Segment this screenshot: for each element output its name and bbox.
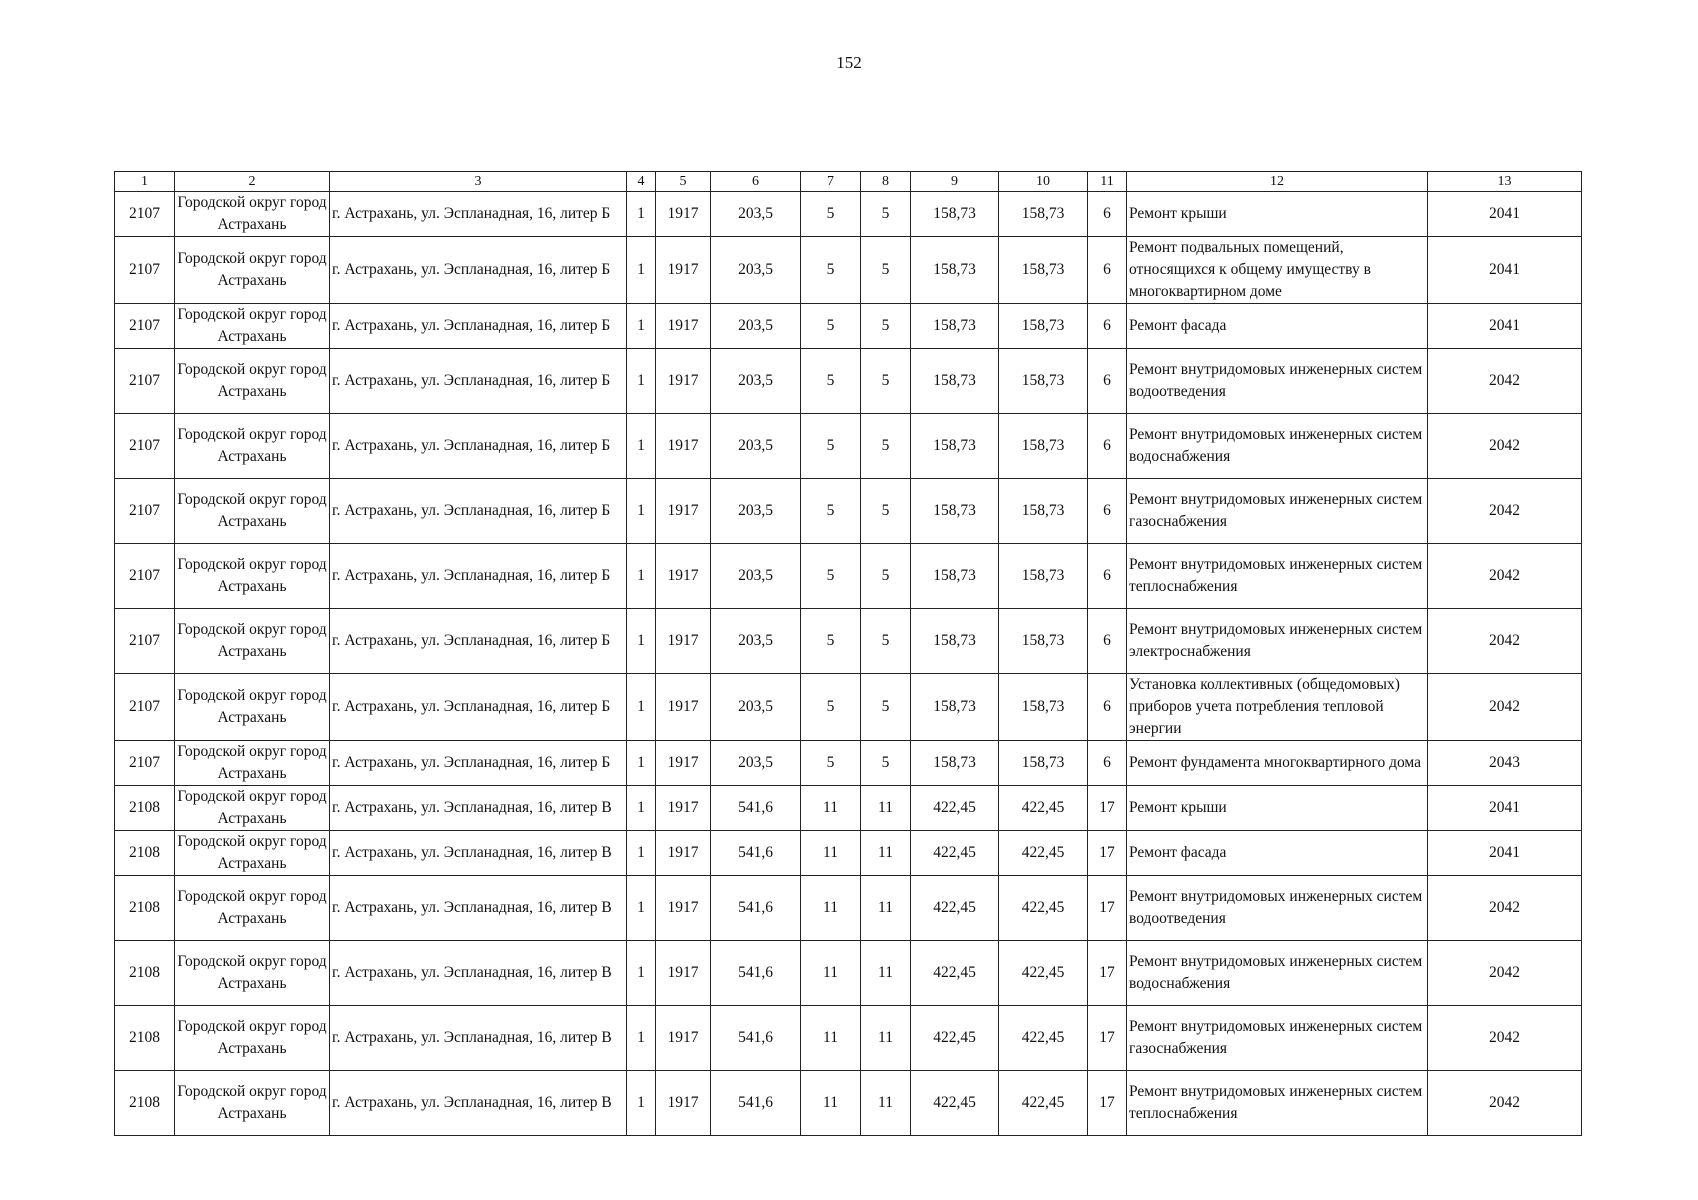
col10-cell: 158,73 [999, 741, 1088, 786]
col7-cell: 5 [801, 609, 861, 674]
table-row [115, 831, 1582, 876]
year-cell: 1917 [656, 786, 711, 831]
col4-cell: 1 [627, 237, 656, 304]
col9-cell: 158,73 [911, 237, 999, 304]
col4-cell: 1 [627, 674, 656, 741]
year-cell: 1917 [656, 674, 711, 741]
col10-cell: 158,73 [999, 544, 1088, 609]
municipality-cell: Городской округ город Астрахань [175, 609, 330, 674]
area-cell: 203,5 [711, 304, 801, 349]
column-header: 10 [999, 172, 1088, 192]
area-cell: 203,5 [711, 674, 801, 741]
table-row [115, 544, 1582, 609]
address-cell: г. Астрахань, ул. Эспланадная, 16, литер В [330, 786, 627, 831]
table-body [115, 192, 1582, 1136]
record-number-cell: 2108 [115, 876, 175, 941]
col7-cell: 11 [801, 876, 861, 941]
col11-cell: 6 [1088, 192, 1127, 237]
col10-cell: 422,45 [999, 786, 1088, 831]
col4-cell: 1 [627, 876, 656, 941]
municipality-cell: Городской округ город Астрахань [175, 304, 330, 349]
address-cell: г. Астрахань, ул. Эспланадная, 16, литер Б [330, 304, 627, 349]
record-number-cell: 2107 [115, 479, 175, 544]
work-type-cell: Ремонт внутридомовых инженерных систем теплоснабжения [1127, 1071, 1428, 1136]
col10-cell: 158,73 [999, 479, 1088, 544]
year-cell: 1917 [656, 544, 711, 609]
table-row [115, 609, 1582, 674]
col8-cell: 5 [861, 741, 911, 786]
area-cell: 203,5 [711, 544, 801, 609]
work-type-cell: Ремонт внутридомовых инженерных систем водоотведения [1127, 349, 1428, 414]
column-header: 8 [861, 172, 911, 192]
col10-cell: 158,73 [999, 609, 1088, 674]
address-cell: г. Астрахань, ул. Эспланадная, 16, литер Б [330, 741, 627, 786]
address-cell: г. Астрахань, ул. Эспланадная, 16, литер Б [330, 479, 627, 544]
table-row [115, 674, 1582, 741]
col7-cell: 5 [801, 349, 861, 414]
col7-cell: 5 [801, 414, 861, 479]
col7-cell: 5 [801, 741, 861, 786]
year-planned-cell: 2042 [1428, 609, 1582, 674]
address-cell: г. Астрахань, ул. Эспланадная, 16, литер Б [330, 414, 627, 479]
col11-cell: 6 [1088, 674, 1127, 741]
col9-cell: 422,45 [911, 1006, 999, 1071]
address-cell: г. Астрахань, ул. Эспланадная, 16, литер Б [330, 237, 627, 304]
col4-cell: 1 [627, 1006, 656, 1071]
area-cell: 203,5 [711, 479, 801, 544]
record-number-cell: 2108 [115, 786, 175, 831]
col11-cell: 17 [1088, 786, 1127, 831]
work-type-cell: Ремонт фундамента многоквартирного дома [1127, 741, 1428, 786]
col10-cell: 422,45 [999, 876, 1088, 941]
work-type-cell: Ремонт внутридомовых инженерных систем водоснабжения [1127, 414, 1428, 479]
record-number-cell: 2107 [115, 192, 175, 237]
table-row [115, 304, 1582, 349]
municipality-cell: Городской округ город Астрахань [175, 237, 330, 304]
record-number-cell: 2107 [115, 414, 175, 479]
col8-cell: 5 [861, 304, 911, 349]
record-number-cell: 2107 [115, 674, 175, 741]
year-cell: 1917 [656, 941, 711, 1006]
municipality-cell: Городской округ город Астрахань [175, 941, 330, 1006]
registry-table [114, 171, 1582, 1136]
address-cell: г. Астрахань, ул. Эспланадная, 16, литер Б [330, 609, 627, 674]
col4-cell: 1 [627, 941, 656, 1006]
area-cell: 541,6 [711, 876, 801, 941]
col10-cell: 158,73 [999, 192, 1088, 237]
col7-cell: 11 [801, 786, 861, 831]
area-cell: 203,5 [711, 741, 801, 786]
work-type-cell: Ремонт фасада [1127, 304, 1428, 349]
record-number-cell: 2107 [115, 349, 175, 414]
year-planned-cell: 2041 [1428, 192, 1582, 237]
area-cell: 203,5 [711, 237, 801, 304]
year-planned-cell: 2042 [1428, 674, 1582, 741]
col8-cell: 5 [861, 414, 911, 479]
col10-cell: 158,73 [999, 674, 1088, 741]
table-row [115, 876, 1582, 941]
col4-cell: 1 [627, 1071, 656, 1136]
table-row [115, 349, 1582, 414]
col11-cell: 6 [1088, 304, 1127, 349]
col8-cell: 11 [861, 1006, 911, 1071]
col4-cell: 1 [627, 609, 656, 674]
col10-cell: 422,45 [999, 831, 1088, 876]
table-row [115, 741, 1582, 786]
year-cell: 1917 [656, 349, 711, 414]
area-cell: 203,5 [711, 349, 801, 414]
municipality-cell: Городской округ город Астрахань [175, 674, 330, 741]
col8-cell: 5 [861, 349, 911, 414]
area-cell: 541,6 [711, 786, 801, 831]
year-cell: 1917 [656, 414, 711, 479]
address-cell: г. Астрахань, ул. Эспланадная, 16, литер В [330, 831, 627, 876]
table-row [115, 941, 1582, 1006]
year-planned-cell: 2042 [1428, 876, 1582, 941]
work-type-cell: Ремонт внутридомовых инженерных систем газоснабжения [1127, 479, 1428, 544]
year-planned-cell: 2042 [1428, 941, 1582, 1006]
col8-cell: 5 [861, 674, 911, 741]
col9-cell: 158,73 [911, 741, 999, 786]
col9-cell: 422,45 [911, 876, 999, 941]
col4-cell: 1 [627, 349, 656, 414]
area-cell: 203,5 [711, 414, 801, 479]
table-header [115, 172, 1582, 192]
record-number-cell: 2107 [115, 304, 175, 349]
year-cell: 1917 [656, 609, 711, 674]
municipality-cell: Городской округ город Астрахань [175, 831, 330, 876]
col7-cell: 5 [801, 192, 861, 237]
col11-cell: 6 [1088, 237, 1127, 304]
address-cell: г. Астрахань, ул. Эспланадная, 16, литер Б [330, 674, 627, 741]
col11-cell: 6 [1088, 544, 1127, 609]
address-cell: г. Астрахань, ул. Эспланадная, 16, литер Б [330, 192, 627, 237]
year-planned-cell: 2041 [1428, 831, 1582, 876]
col9-cell: 158,73 [911, 544, 999, 609]
col11-cell: 17 [1088, 876, 1127, 941]
table-row [115, 237, 1582, 304]
col8-cell: 11 [861, 941, 911, 1006]
col7-cell: 11 [801, 941, 861, 1006]
year-cell: 1917 [656, 304, 711, 349]
col10-cell: 158,73 [999, 349, 1088, 414]
col11-cell: 6 [1088, 414, 1127, 479]
municipality-cell: Городской округ город Астрахань [175, 544, 330, 609]
area-cell: 541,6 [711, 1071, 801, 1136]
address-cell: г. Астрахань, ул. Эспланадная, 16, литер В [330, 1006, 627, 1071]
year-cell: 1917 [656, 741, 711, 786]
col9-cell: 158,73 [911, 349, 999, 414]
col7-cell: 5 [801, 237, 861, 304]
year-planned-cell: 2042 [1428, 349, 1582, 414]
work-type-cell: Ремонт крыши [1127, 786, 1428, 831]
col11-cell: 17 [1088, 1006, 1127, 1071]
work-type-cell: Ремонт подвальных помещений, относящихся к общему имуществу в многоквартирном доме [1127, 237, 1428, 304]
col8-cell: 5 [861, 237, 911, 304]
column-header: 1 [115, 172, 175, 192]
col7-cell: 5 [801, 674, 861, 741]
year-planned-cell: 2042 [1428, 1006, 1582, 1071]
record-number-cell: 2108 [115, 941, 175, 1006]
column-header: 7 [801, 172, 861, 192]
year-cell: 1917 [656, 1006, 711, 1071]
year-cell: 1917 [656, 831, 711, 876]
col11-cell: 17 [1088, 941, 1127, 1006]
column-number-row [115, 172, 1582, 192]
col7-cell: 11 [801, 831, 861, 876]
col8-cell: 5 [861, 192, 911, 237]
municipality-cell: Городской округ город Астрахань [175, 741, 330, 786]
address-cell: г. Астрахань, ул. Эспланадная, 16, литер В [330, 1071, 627, 1136]
col8-cell: 5 [861, 609, 911, 674]
col11-cell: 6 [1088, 349, 1127, 414]
col10-cell: 158,73 [999, 237, 1088, 304]
work-type-cell: Ремонт внутридомовых инженерных систем водоснабжения [1127, 941, 1428, 1006]
col7-cell: 5 [801, 479, 861, 544]
work-type-cell: Ремонт внутридомовых инженерных систем водоотведения [1127, 876, 1428, 941]
address-cell: г. Астрахань, ул. Эспланадная, 16, литер В [330, 876, 627, 941]
col9-cell: 158,73 [911, 192, 999, 237]
col7-cell: 11 [801, 1071, 861, 1136]
col4-cell: 1 [627, 786, 656, 831]
col11-cell: 17 [1088, 1071, 1127, 1136]
col7-cell: 5 [801, 544, 861, 609]
year-cell: 1917 [656, 876, 711, 941]
col4-cell: 1 [627, 741, 656, 786]
work-type-cell: Ремонт внутридомовых инженерных систем газоснабжения [1127, 1006, 1428, 1071]
table-row [115, 192, 1582, 237]
record-number-cell: 2107 [115, 237, 175, 304]
col4-cell: 1 [627, 414, 656, 479]
municipality-cell: Городской округ город Астрахань [175, 414, 330, 479]
year-planned-cell: 2042 [1428, 479, 1582, 544]
municipality-cell: Городской округ город Астрахань [175, 1006, 330, 1071]
col9-cell: 422,45 [911, 831, 999, 876]
column-header: 4 [627, 172, 656, 192]
page-number: 152 [836, 53, 862, 72]
col9-cell: 158,73 [911, 414, 999, 479]
address-cell: г. Астрахань, ул. Эспланадная, 16, литер Б [330, 349, 627, 414]
record-number-cell: 2107 [115, 544, 175, 609]
col9-cell: 158,73 [911, 609, 999, 674]
table-row [115, 414, 1582, 479]
col9-cell: 158,73 [911, 479, 999, 544]
record-number-cell: 2108 [115, 1071, 175, 1136]
col8-cell: 5 [861, 544, 911, 609]
municipality-cell: Городской округ город Астрахань [175, 349, 330, 414]
col7-cell: 5 [801, 304, 861, 349]
year-planned-cell: 2041 [1428, 237, 1582, 304]
col8-cell: 5 [861, 479, 911, 544]
year-planned-cell: 2042 [1428, 544, 1582, 609]
column-header: 12 [1127, 172, 1428, 192]
col9-cell: 158,73 [911, 304, 999, 349]
column-header: 6 [711, 172, 801, 192]
area-cell: 203,5 [711, 192, 801, 237]
col4-cell: 1 [627, 192, 656, 237]
col7-cell: 11 [801, 1006, 861, 1071]
col4-cell: 1 [627, 831, 656, 876]
year-planned-cell: 2042 [1428, 1071, 1582, 1136]
work-type-cell: Установка коллективных (общедомовых) приборов учета потребления тепловой энергии [1127, 674, 1428, 741]
column-header: 5 [656, 172, 711, 192]
work-type-cell: Ремонт крыши [1127, 192, 1428, 237]
col8-cell: 11 [861, 786, 911, 831]
col9-cell: 422,45 [911, 786, 999, 831]
col4-cell: 1 [627, 544, 656, 609]
work-type-cell: Ремонт внутридомовых инженерных систем теплоснабжения [1127, 544, 1428, 609]
col4-cell: 1 [627, 304, 656, 349]
col11-cell: 6 [1088, 609, 1127, 674]
col9-cell: 158,73 [911, 674, 999, 741]
area-cell: 541,6 [711, 1006, 801, 1071]
address-cell: г. Астрахань, ул. Эспланадная, 16, литер Б [330, 544, 627, 609]
column-header: 11 [1088, 172, 1127, 192]
col8-cell: 11 [861, 876, 911, 941]
address-cell: г. Астрахань, ул. Эспланадная, 16, литер В [330, 941, 627, 1006]
col10-cell: 422,45 [999, 941, 1088, 1006]
year-cell: 1917 [656, 237, 711, 304]
year-planned-cell: 2041 [1428, 304, 1582, 349]
column-header: 9 [911, 172, 999, 192]
record-number-cell: 2107 [115, 741, 175, 786]
municipality-cell: Городской округ город Астрахань [175, 192, 330, 237]
table-row [115, 1006, 1582, 1071]
column-header: 13 [1428, 172, 1582, 192]
col11-cell: 17 [1088, 831, 1127, 876]
table-row [115, 479, 1582, 544]
year-cell: 1917 [656, 192, 711, 237]
col8-cell: 11 [861, 831, 911, 876]
area-cell: 541,6 [711, 831, 801, 876]
col9-cell: 422,45 [911, 1071, 999, 1136]
year-cell: 1917 [656, 479, 711, 544]
record-number-cell: 2108 [115, 1006, 175, 1071]
area-cell: 203,5 [711, 609, 801, 674]
work-type-cell: Ремонт внутридомовых инженерных систем электроснабжения [1127, 609, 1428, 674]
municipality-cell: Городской округ город Астрахань [175, 786, 330, 831]
column-header: 3 [330, 172, 627, 192]
col8-cell: 11 [861, 1071, 911, 1136]
year-cell: 1917 [656, 1071, 711, 1136]
col10-cell: 422,45 [999, 1006, 1088, 1071]
year-planned-cell: 2041 [1428, 786, 1582, 831]
col4-cell: 1 [627, 479, 656, 544]
municipality-cell: Городской округ город Астрахань [175, 1071, 330, 1136]
col9-cell: 422,45 [911, 941, 999, 1006]
record-number-cell: 2107 [115, 609, 175, 674]
column-header: 2 [175, 172, 330, 192]
year-planned-cell: 2043 [1428, 741, 1582, 786]
col11-cell: 6 [1088, 479, 1127, 544]
record-number-cell: 2108 [115, 831, 175, 876]
table-row [115, 786, 1582, 831]
col10-cell: 422,45 [999, 1071, 1088, 1136]
municipality-cell: Городской округ город Астрахань [175, 479, 330, 544]
col10-cell: 158,73 [999, 304, 1088, 349]
col11-cell: 6 [1088, 741, 1127, 786]
area-cell: 541,6 [711, 941, 801, 1006]
municipality-cell: Городской округ город Астрахань [175, 876, 330, 941]
work-type-cell: Ремонт фасада [1127, 831, 1428, 876]
col10-cell: 158,73 [999, 414, 1088, 479]
year-planned-cell: 2042 [1428, 414, 1582, 479]
table-row [115, 1071, 1582, 1136]
